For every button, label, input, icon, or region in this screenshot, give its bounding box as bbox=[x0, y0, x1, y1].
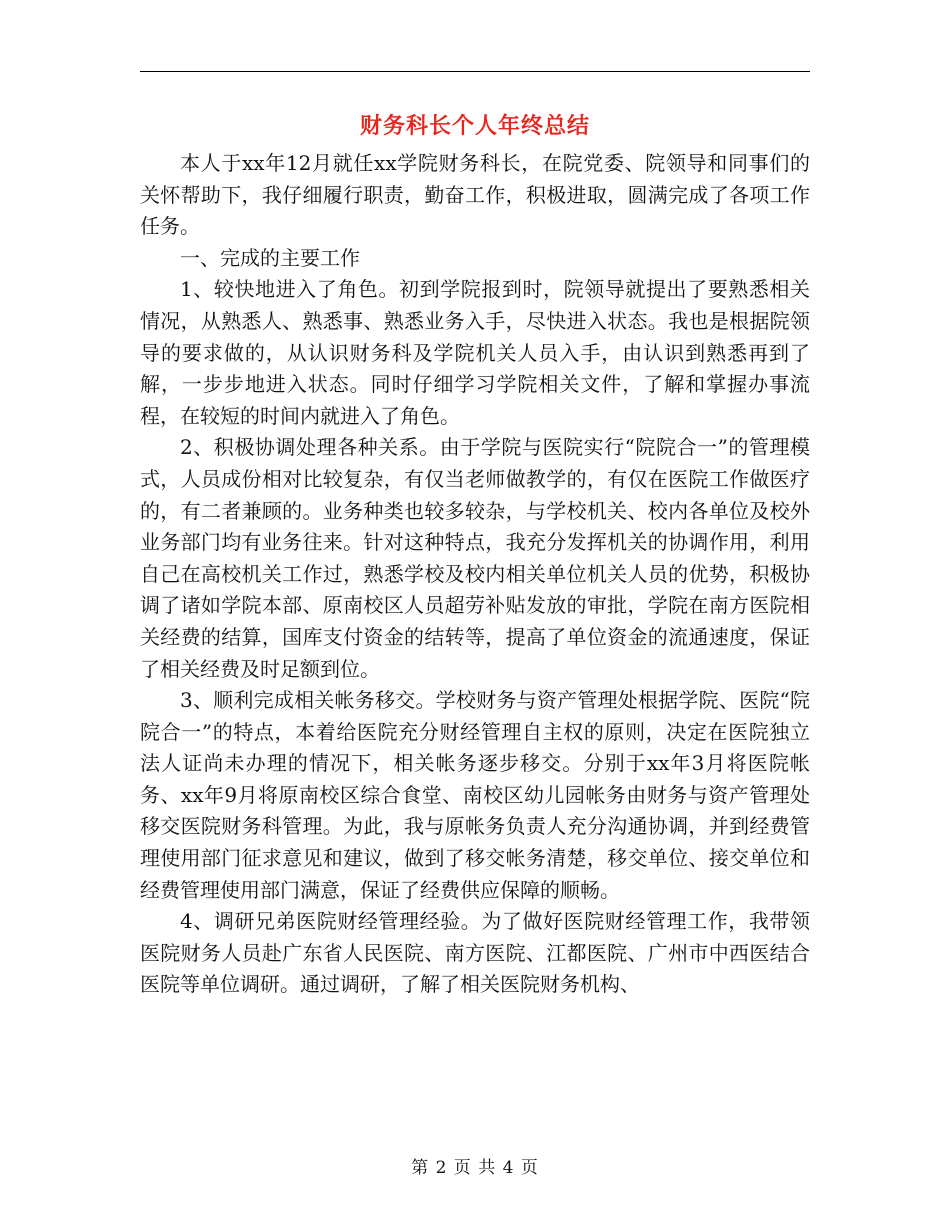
paragraph-item-1: 1、较快地进入了角色。初到学院报到时，院领导就提出了要熟悉相关情况，从熟悉人、熟悉事、熟悉业务入手，尽快进入状态。我也是根据院领导的要求做的，从认识财务科及学院机关人员入手，由认识到熟悉再到了解，一步步地进入状态。同时仔细学习学院相关文件，了解和掌握办事流程，在较短的时间内就进入了角色。 bbox=[140, 277, 810, 428]
header-rule bbox=[140, 71, 810, 72]
document-body bbox=[140, 106, 810, 1001]
document-title: 财务科长个人年终总结 bbox=[359, 113, 590, 139]
paragraph-item-3: 3、顺利完成相关帐务移交。学校财务与资产管理处根据学院、医院“院院合一”的特点，本着给医院充分财经管理自主权的原则，决定在医院独立法人证尚未办理的情况下，相关帐务逐步移交。分别于xx年3月将医院帐务、xx年9月将原南校区综合食堂、南校区幼儿园帐务由财务与资产管理处移交医院财务科管理。为此，我与原帐务负责人充分沟通协调，并到经费管理使用部门征求意见和建议，做到了移交帐务清楚，移交单位、接交单位和经费管理使用部门满意，保证了经费供应保障的顺畅。 bbox=[140, 688, 810, 902]
page-number-footer: 第 2 页 共 4 页 bbox=[411, 1158, 539, 1178]
section-heading: 一、完成的主要工作 bbox=[180, 245, 360, 270]
paragraph-item-4: 4、调研兄弟医院财经管理经验。为了做好医院财经管理工作，我带领医院财务人员赴广东省人民医院、南方医院、江都医院、广州市中西医结合医院等单位调研。通过调研，了解了相关医院财务机构、 bbox=[140, 909, 810, 997]
paragraph-item-2: 2、积极协调处理各种关系。由于学院与医院实行“院院合一”的管理模式，人员成份相对比较复杂，有仅当老师做教学的，有仅在医院工作做医疗的，有二者兼顾的。业务种类也较多较杂，与学校机关、校内各单位及校外业务部门均有业务往来。针对这种特点，我充分发挥机关的协调作用，利用自己在高校机关工作过，熟悉学校及校内相关单位机关人员的优势，积极协调了诸如学院本部、原南校区人员超劳补贴发放的审批，学院在南方医院相关经费的结算，国库支付资金的结转等，提高了单位资金的流通速度，保证了相关经费及时足额到位。 bbox=[140, 435, 810, 681]
intro-paragraph: 本人于xx年12月就任xx学院财务科长，在院党委、院领导和同事们的关怀帮助下，我仔细履行职责，勤奋工作，积极进取，圆满完成了各项工作任务。 bbox=[140, 151, 810, 239]
